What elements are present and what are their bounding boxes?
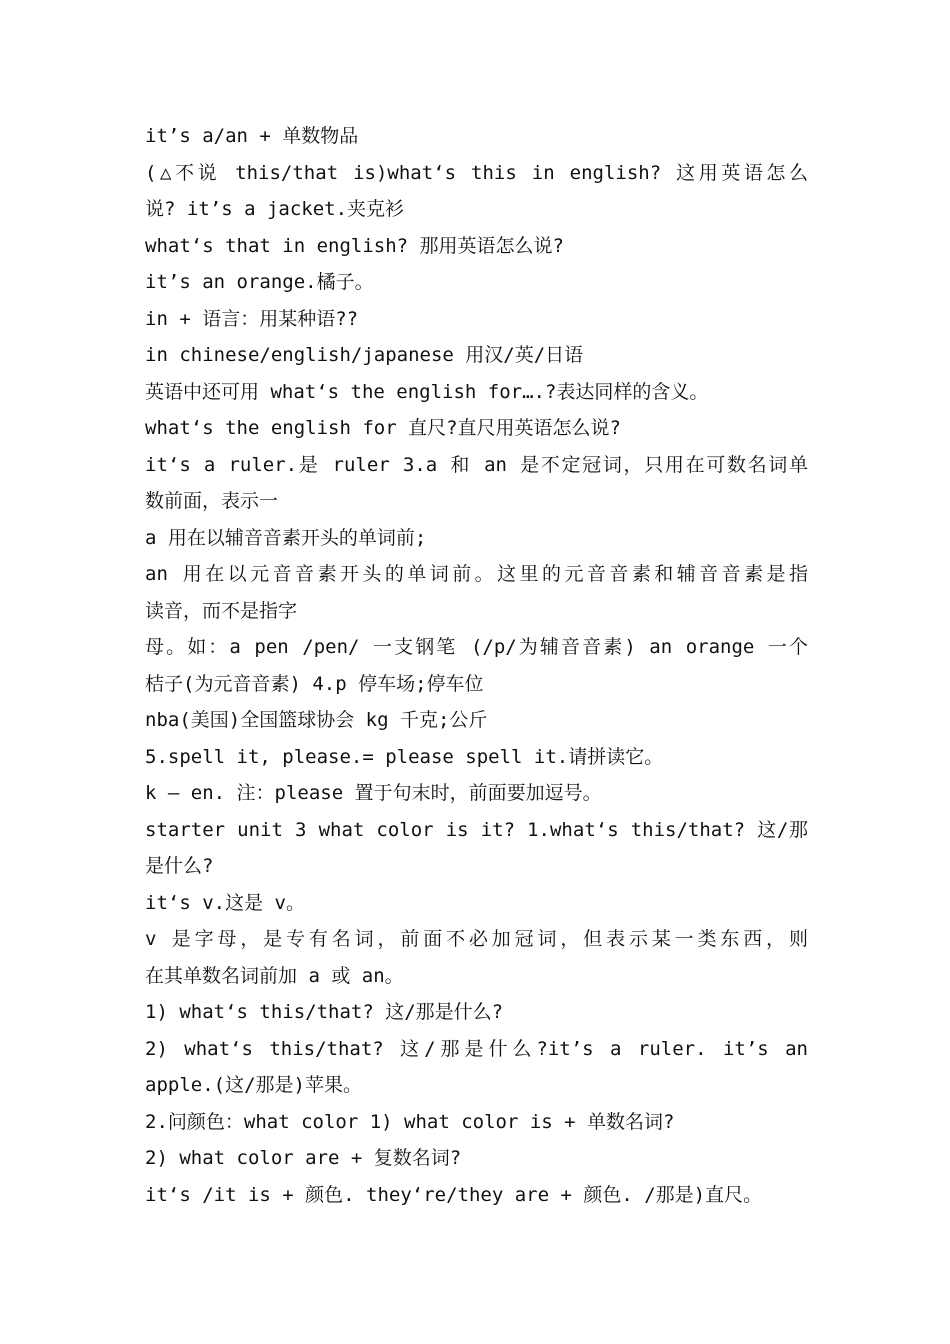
text-line: starter unit 3 what color is it? 1.what‘s this/that? 这/那 <box>145 818 808 841</box>
text-line: v 是字母，是专有名词，前面不必加冠词，但表示某一类东西，则 <box>145 928 808 950</box>
text-line: 2.问颜色：what color 1) what color is + 单数名词? <box>145 1110 675 1133</box>
text-line: 桔子(为元音音素) 4.p 停车场;停车位 <box>145 672 484 695</box>
document-body <box>145 118 808 1213</box>
text-line: it’s a/an + 单数物品 <box>145 125 359 147</box>
text-line: what‘s that in english? 那用英语怎么说? <box>145 234 564 257</box>
text-line: k – en. 注：please 置于句末时，前面要加逗号。 <box>145 782 602 804</box>
text-line: what‘s the english for 直尺?直尺用英语怎么说? <box>145 417 621 439</box>
text-line: 2) what color are + 复数名词? <box>145 1147 462 1169</box>
text-line: 数前面，表示一 <box>145 490 279 512</box>
text-line: 说? it’s a jacket.夹克衫 <box>145 198 405 220</box>
text-line: in chinese/english/japanese 用汉/英/日语 <box>145 344 584 366</box>
text-line: (△不说 this/that is)what‘s this in english? 这用英语怎么 <box>145 161 808 184</box>
text-line: 读音，而不是指字 <box>145 599 298 622</box>
text-line: nba(美国)全国篮球协会 kg 千克;公斤 <box>145 709 488 731</box>
text-line: it‘s v.这是 v。 <box>145 891 305 914</box>
text-line: it‘s a ruler.是 ruler 3.a 和 an 是不定冠词，只用在可数名词单 <box>145 453 808 476</box>
text-line: it‘s /it is + 颜色. they‘re/they are + 颜色. /那是)直尺。 <box>145 1183 763 1206</box>
text-line: 在其单数名词前加 a 或 an。 <box>145 964 404 987</box>
text-line: apple.(这/那是)苹果。 <box>145 1074 362 1096</box>
text-line: 5.spell it, please.= please spell it.请拼读它。 <box>145 745 664 768</box>
text-line: an 用在以元音音素开头的单词前。这里的元音音素和辅音音素是指 <box>145 563 808 585</box>
text-line: 母。如：a pen /pen/ 一支钢笔 (/p/为辅音音素) an orange 一个 <box>145 636 808 658</box>
text-line: 是什么? <box>145 855 214 877</box>
text-line: 英语中还可用 what‘s the english for….?表达同样的含义。 <box>145 380 709 403</box>
text-line: 2) what‘s this/that? 这/那是什么?it’s a ruler. it’s an <box>145 1037 808 1060</box>
text-line: 1) what‘s this/that? 这/那是什么? <box>145 1001 504 1023</box>
text-line: it’s an orange.橘子。 <box>145 271 374 293</box>
text-line: in + 语言：用某种语?? <box>145 307 359 330</box>
text-line: a 用在以辅音音素开头的单词前; <box>145 526 427 549</box>
